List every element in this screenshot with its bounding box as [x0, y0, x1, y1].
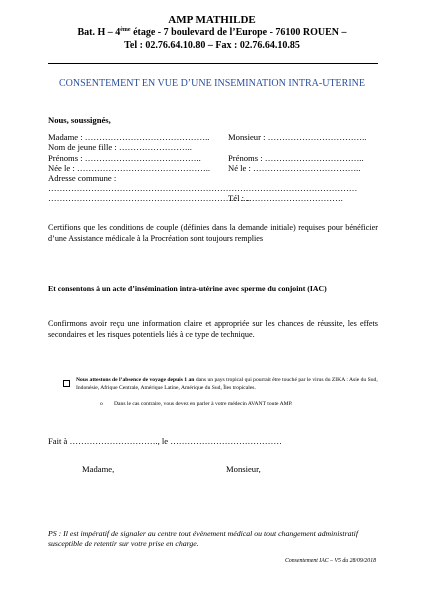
prenoms-f-field: Prénoms : ………………………………….. [48, 153, 201, 163]
sub-bullet: o [100, 401, 103, 407]
footer-version: Consentement IAC – V5 du 28/09/2018 [285, 558, 376, 564]
org-contact: Tel : 02.76.64.10.80 – Fax : 02.76.64.10.85 [124, 40, 300, 51]
address-part-2: étage - 7 boulevard de l’Europe - 76100 ROUEN – [130, 27, 347, 38]
nee-le-field: Née le : ……………………………………….. [48, 163, 211, 173]
maiden-name-field: Nom de jeune fille : …………………….. [48, 142, 192, 152]
address-sup: ème [120, 27, 131, 33]
fait-a-line: Fait à …………………………., le ………………………………… [48, 436, 282, 446]
document-title: CONSENTEMENT EN VUE D’UNE INSEMINATION INTRA-UTERINE [59, 78, 365, 89]
org-address [0, 27, 424, 38]
monsieur-field: Monsieur : …………………………….. [228, 132, 367, 142]
prenoms-m-field: Prénoms : …………………………….. [228, 153, 364, 163]
consent-statement: Et consentons à un acte d’insémination intra-utérine avec sperme du conjoint (IAC) [48, 284, 327, 293]
address-line: ……………………………………………………………………………………………… [48, 183, 358, 193]
ps-note: PS : Il est impératif de signaler au centre tout évènement médical ou tout changement administratif susceptible de retentir sur votre prise en charge. [48, 529, 359, 548]
zika-attestation [76, 377, 378, 392]
signature-monsieur: Monsieur, [226, 464, 261, 474]
ne-le-field: Né le : ……………………………….. [228, 163, 361, 173]
intro-text: Nous, soussignés, [48, 115, 111, 125]
signature-madame: Madame, [82, 464, 115, 474]
zika-bold: Nous attestons de l’absence de voyage depuis 1 an [76, 377, 195, 383]
header-divider [48, 63, 378, 64]
address-label: Adresse commune : [48, 173, 117, 183]
certify-paragraph: Certifions que les conditions de couple (définies dans la demande initiale) requises pour bénéficier d’une Assistance médicale à la Procréation sont toujours remplies [48, 223, 378, 243]
madame-field: Madame : …………………………………….. [48, 132, 210, 142]
tel-field: Tél : ……………………………. [228, 193, 343, 203]
zika-checkbox[interactable] [63, 380, 70, 387]
address-part-1: Bat. H – 4 [77, 27, 121, 38]
zika-rest: dans un pays tropical qui pourrait être touché par le virus du ZIKA : Asie du Sud, Indonésie, Afrique Centrale, Amérique Latine, Amérique du Sud, Îles tropicales. [76, 377, 378, 391]
org-name: AMP MATHILDE [168, 14, 256, 26]
zika-sub-note: Dans le cas contraire, vous devez en parler à votre médecin AVANT toute AMP. [114, 401, 293, 407]
address-line-2: …………………………………………………………….. [48, 193, 250, 203]
confirm-paragraph: Confirmons avoir reçu une information claire et appropriée sur les chances de réussite, les effets secondaires et les risques potentiels liés à ce type de technique. [48, 319, 378, 339]
